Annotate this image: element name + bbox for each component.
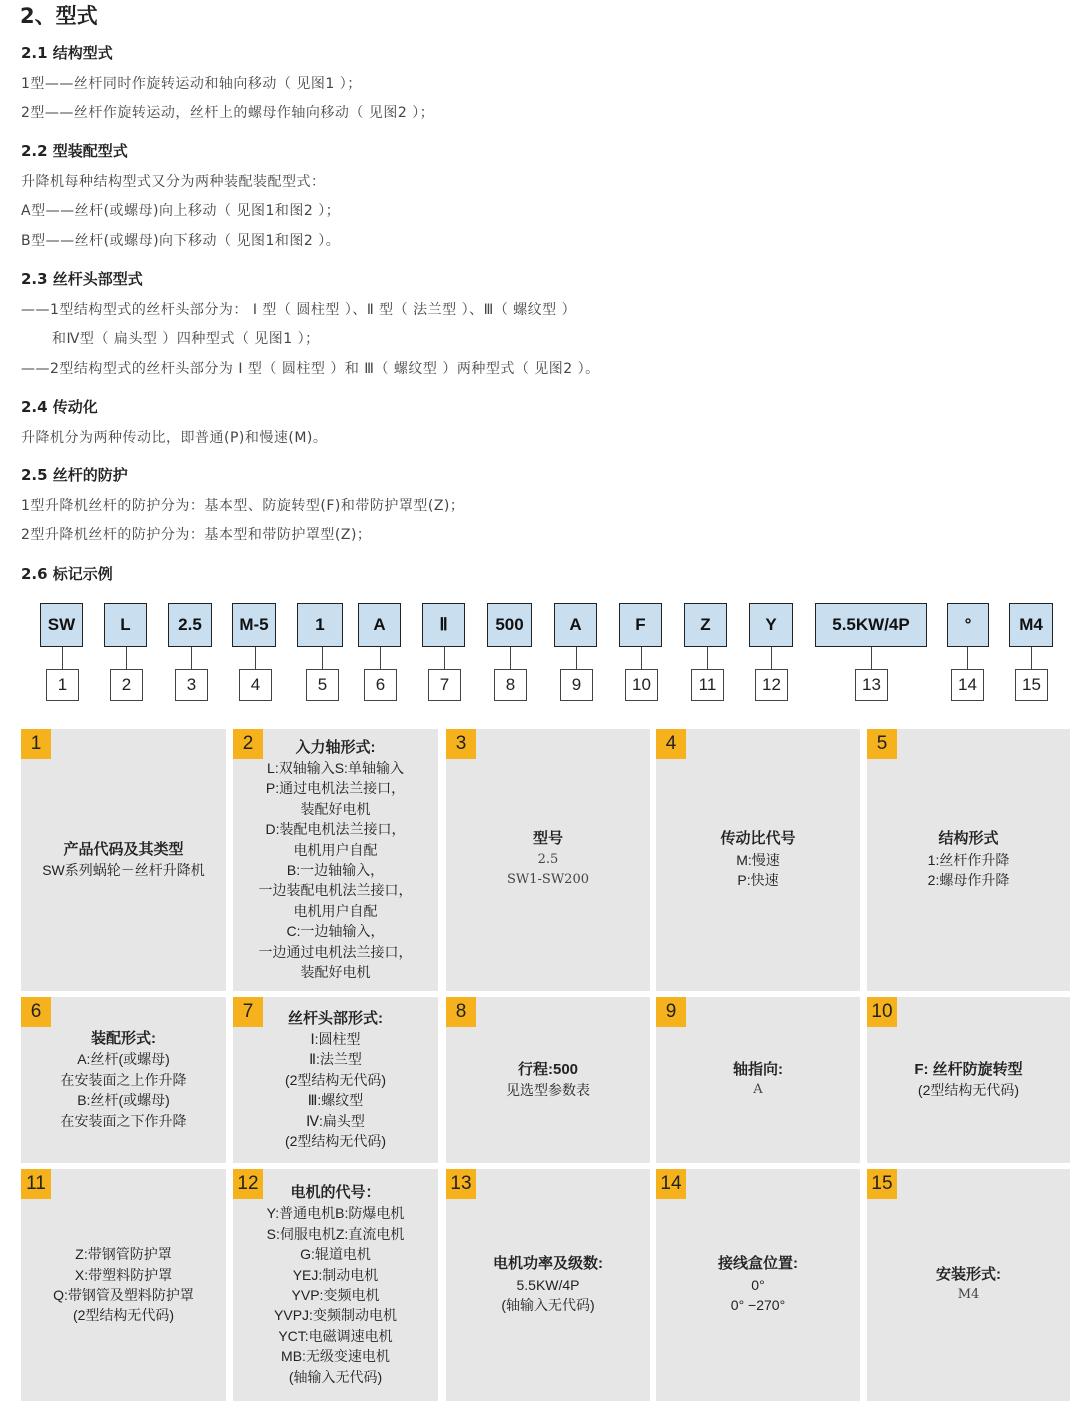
section-text-line: 和Ⅳ型（ 扁头型 ）四种型式（ 见图1 ）； — [52, 331, 320, 347]
card-line: Y:普通电机B:防爆电机 — [266, 1205, 405, 1222]
card-line: (2型结构无代码) — [284, 1071, 387, 1088]
card-content — [61, 1029, 187, 1131]
section-text-line: ——1型结构型式的丝杆头部分为： Ⅰ 型（ 圆柱型 ）、Ⅱ 型（ 法兰型 ）、Ⅲ（ 螺纹型 ） — [21, 302, 577, 318]
card-line: (2型结构无代码) — [917, 1082, 1020, 1098]
code-number-box: 15 — [1015, 669, 1048, 701]
card-line: Q:带钢管及塑料防护罩 — [53, 1287, 194, 1303]
card-line: A — [753, 1082, 763, 1097]
card-number-badge: 11 — [21, 1169, 51, 1199]
card-line: YEJ:制动电机 — [292, 1266, 379, 1283]
section-title: 2.6 标记示例 — [21, 565, 113, 583]
card-title: 传动比代号 — [720, 830, 796, 848]
card-content — [720, 829, 795, 890]
card-line: Ⅲ:螺纹型 — [307, 1092, 364, 1109]
code-number-box: 5 — [306, 669, 339, 701]
card-content — [914, 1060, 1022, 1101]
card-line: B:一边轴输入， — [286, 862, 385, 878]
card-line: 在安装面之下作升降 — [60, 1112, 187, 1129]
code-number-box: 10 — [625, 669, 658, 701]
card-content — [285, 1009, 386, 1152]
card-line: 一边装配电机法兰接口， — [258, 882, 413, 899]
card-number-badge: 7 — [233, 997, 263, 1027]
code-card-12 — [233, 1169, 438, 1401]
code-card-1 — [21, 729, 226, 991]
card-line: SW1-SW200 — [506, 872, 589, 888]
code-number-box: 13 — [855, 669, 888, 701]
section-text-line: 2型——丝杆作旋转运动，丝杆上的螺母作轴向移动（ 见图2 ）； — [21, 105, 435, 121]
card-line: (2型结构无代码) — [284, 1133, 387, 1150]
code-number-box: 14 — [951, 669, 984, 701]
card-line: M:慢速 — [736, 851, 780, 868]
card-content — [259, 738, 413, 983]
card-line: YVPJ:变频制动电机 — [274, 1307, 397, 1324]
code-box: SW — [40, 603, 83, 647]
connector-line — [1031, 647, 1032, 669]
connector-line — [771, 647, 772, 669]
code-card-9 — [656, 997, 860, 1163]
card-line: 0° — [751, 1276, 765, 1293]
card-number-badge: 13 — [446, 1169, 476, 1199]
section-title: 2.3 丝杆头部型式 — [21, 270, 143, 288]
card-content — [718, 1254, 798, 1315]
card-number-badge: 6 — [21, 997, 51, 1027]
card-line: G:辊道电机 — [300, 1246, 371, 1263]
code-card-8 — [446, 997, 650, 1163]
card-title: 轴指向: — [733, 1060, 783, 1078]
code-box: Y — [749, 603, 793, 647]
card-content — [507, 829, 589, 890]
card-title: F: 丝杆防旋转型 — [914, 1060, 1023, 1078]
card-content — [267, 1183, 405, 1387]
card-content — [506, 1060, 590, 1101]
code-card-2 — [233, 729, 438, 991]
section-title: 2.1 结构型式 — [21, 44, 113, 62]
section-title: 2.2 型装配型式 — [21, 142, 128, 160]
connector-line — [444, 647, 445, 669]
card-title: 装配形式: — [91, 1029, 156, 1047]
card-number-badge: 4 — [656, 729, 686, 759]
section-title: 2.5 丝杆的防护 — [21, 466, 128, 484]
code-card-5 — [867, 729, 1070, 991]
card-line: L:双轴输入S:单轴输入 — [267, 759, 404, 776]
card-line: 电机用户自配 — [293, 902, 378, 919]
code-card-10 — [867, 997, 1070, 1163]
card-number-badge: 1 — [21, 729, 51, 759]
code-card-14 — [656, 1169, 860, 1401]
code-number-box: 11 — [691, 669, 724, 701]
card-line: 装配好电机 — [300, 964, 371, 981]
card-title: 入力轴形式: — [295, 738, 376, 756]
card-line: X:带塑料防护罩 — [74, 1266, 173, 1283]
code-card-13 — [446, 1169, 650, 1401]
code-number-box: 12 — [755, 669, 788, 701]
code-box: A — [554, 603, 597, 647]
card-title: 电机的代号： — [290, 1183, 381, 1201]
section-text-line: A型——丝杆(或螺母)向上移动（ 见图1和图2 ）； — [21, 203, 341, 219]
connector-line — [576, 647, 577, 669]
connector-line — [967, 647, 968, 669]
card-number-badge: 8 — [446, 997, 476, 1027]
card-number-badge: 14 — [656, 1169, 686, 1199]
code-number-box: 3 — [175, 669, 208, 701]
code-card-11 — [21, 1169, 226, 1401]
code-box: F — [619, 603, 662, 647]
card-content — [936, 1265, 1001, 1306]
code-number-box: 9 — [560, 669, 593, 701]
card-line: (轴输入无代码) — [501, 1297, 595, 1314]
section-text-line: B型——丝杆(或螺母)向下移动（ 见图1和图2 ）。 — [21, 233, 341, 249]
code-box: 2.5 — [168, 603, 212, 647]
card-number-badge: 12 — [233, 1169, 263, 1199]
code-box: M4 — [1009, 603, 1053, 647]
card-title: 产品代码及其类型 — [63, 840, 184, 858]
connector-line — [510, 647, 511, 669]
code-box: Ⅱ — [422, 603, 465, 647]
card-line: S:伺服电机Z:直流电机 — [266, 1225, 405, 1242]
card-line: P:通过电机法兰接口， — [265, 780, 406, 797]
code-number-box: 2 — [110, 669, 143, 701]
card-content — [733, 1060, 783, 1101]
code-card-3 — [446, 729, 650, 991]
card-line: (轴输入无代码) — [288, 1368, 383, 1385]
code-box: ° — [947, 603, 989, 647]
connector-line — [255, 647, 256, 669]
card-line: Z:带钢管防护罩 — [75, 1246, 172, 1263]
connector-line — [380, 647, 381, 669]
card-line: D:装配电机法兰接口， — [265, 821, 406, 838]
card-line: M4 — [957, 1287, 980, 1302]
code-box: 5.5KW/4P — [815, 603, 927, 647]
card-content — [53, 1244, 194, 1326]
section-text-line: ——2型结构型式的丝杆头部分为 Ⅰ 型（ 圆柱型 ）和 Ⅲ（ 螺纹型 ）两种型式（ 见图2 ）。 — [21, 361, 600, 377]
code-number-box: 4 — [239, 669, 272, 701]
card-line: MB:无级变速电机 — [281, 1348, 390, 1365]
card-content — [928, 829, 1010, 890]
connector-line — [322, 647, 323, 669]
card-line: 在安装面之上作升降 — [60, 1071, 187, 1088]
section-title: 2.4 传动化 — [21, 398, 98, 416]
card-line: P:快速 — [737, 872, 779, 889]
card-line: B:丝杆(或螺母) — [77, 1092, 170, 1109]
card-line: 一边通过电机法兰接口， — [258, 943, 413, 960]
code-box: 500 — [487, 603, 532, 647]
card-line: 电机用户自配 — [293, 841, 378, 858]
code-box: Z — [684, 603, 727, 647]
code-number-box: 7 — [428, 669, 461, 701]
card-line: 5.5KW/4P — [516, 1276, 580, 1293]
card-title: 丝杆头部形式: — [288, 1009, 383, 1027]
card-line: Ⅱ:法兰型 — [309, 1051, 362, 1068]
card-number-badge: 15 — [867, 1169, 897, 1199]
code-card-7 — [233, 997, 438, 1163]
card-title: 电机功率及级数: — [493, 1255, 603, 1273]
section-text-line: 升降机每种结构型式又分为两种装配装配型式： — [21, 174, 326, 190]
code-number-box: 1 — [46, 669, 79, 701]
section-text-line: 升降机分为两种传动比，即普通(P)和慢速(M)。 — [21, 430, 328, 446]
card-line: 装配好电机 — [300, 800, 371, 817]
card-line: A:丝杆(或螺母) — [77, 1051, 170, 1068]
connector-line — [871, 647, 872, 669]
code-box: A — [358, 603, 401, 647]
card-title: 型号 — [532, 830, 563, 848]
card-line: Ⅰ:圆柱型 — [310, 1030, 361, 1047]
code-number-box: 6 — [364, 669, 397, 701]
card-line: Ⅳ:扁头型 — [306, 1112, 365, 1129]
code-card-15 — [867, 1169, 1070, 1401]
card-line: SW系列蜗轮－丝杆升降机 — [42, 862, 205, 878]
card-title: 安装形式: — [936, 1265, 1001, 1283]
card-number-badge: 9 — [656, 997, 686, 1027]
card-line: C:一边轴输入， — [286, 923, 385, 940]
code-box: L — [104, 603, 147, 647]
card-line: 1:丝杆作升降 — [927, 851, 1010, 868]
card-number-badge: 5 — [867, 729, 897, 759]
section-text-line: 2型升降机丝杆的防护分为：基本型和带防护罩型(Z)； — [21, 527, 372, 543]
card-number-badge: 10 — [867, 997, 897, 1027]
code-number-box: 8 — [494, 669, 527, 701]
card-line: 2.5 — [537, 851, 559, 867]
card-line: 0° −270° — [730, 1297, 786, 1314]
section-text-line: 1型——丝杆同时作旋转运动和轴向移动（ 见图1 ）； — [21, 76, 362, 92]
connector-line — [707, 647, 708, 669]
card-title: 接线盒位置: — [718, 1255, 798, 1273]
code-box: M-5 — [232, 603, 276, 647]
connector-line — [126, 647, 127, 669]
code-card-6 — [21, 997, 226, 1163]
card-title: 行程:500 — [517, 1060, 579, 1078]
connector-line — [62, 647, 63, 669]
connector-line — [641, 647, 642, 669]
card-line: (2型结构无代码) — [72, 1307, 175, 1324]
connector-line — [191, 647, 192, 669]
card-number-badge: 2 — [233, 729, 263, 759]
card-title: 结构形式 — [938, 830, 999, 848]
code-card-4 — [656, 729, 860, 991]
card-line: YVP:变频电机 — [291, 1287, 380, 1303]
card-content — [493, 1254, 603, 1315]
card-line: 2:螺母作升降 — [927, 872, 1010, 889]
section-text-line: 1型升降机丝杆的防护分为：基本型、防旋转型(F)和带防护罩型(Z)； — [21, 498, 465, 514]
page-heading: 2、型式 — [20, 4, 98, 28]
code-box: 1 — [297, 603, 343, 647]
card-line: YCT:电磁调速电机 — [278, 1327, 393, 1344]
card-line: 见选型参数表 — [506, 1082, 590, 1098]
card-number-badge: 3 — [446, 729, 476, 759]
card-content — [42, 840, 205, 881]
